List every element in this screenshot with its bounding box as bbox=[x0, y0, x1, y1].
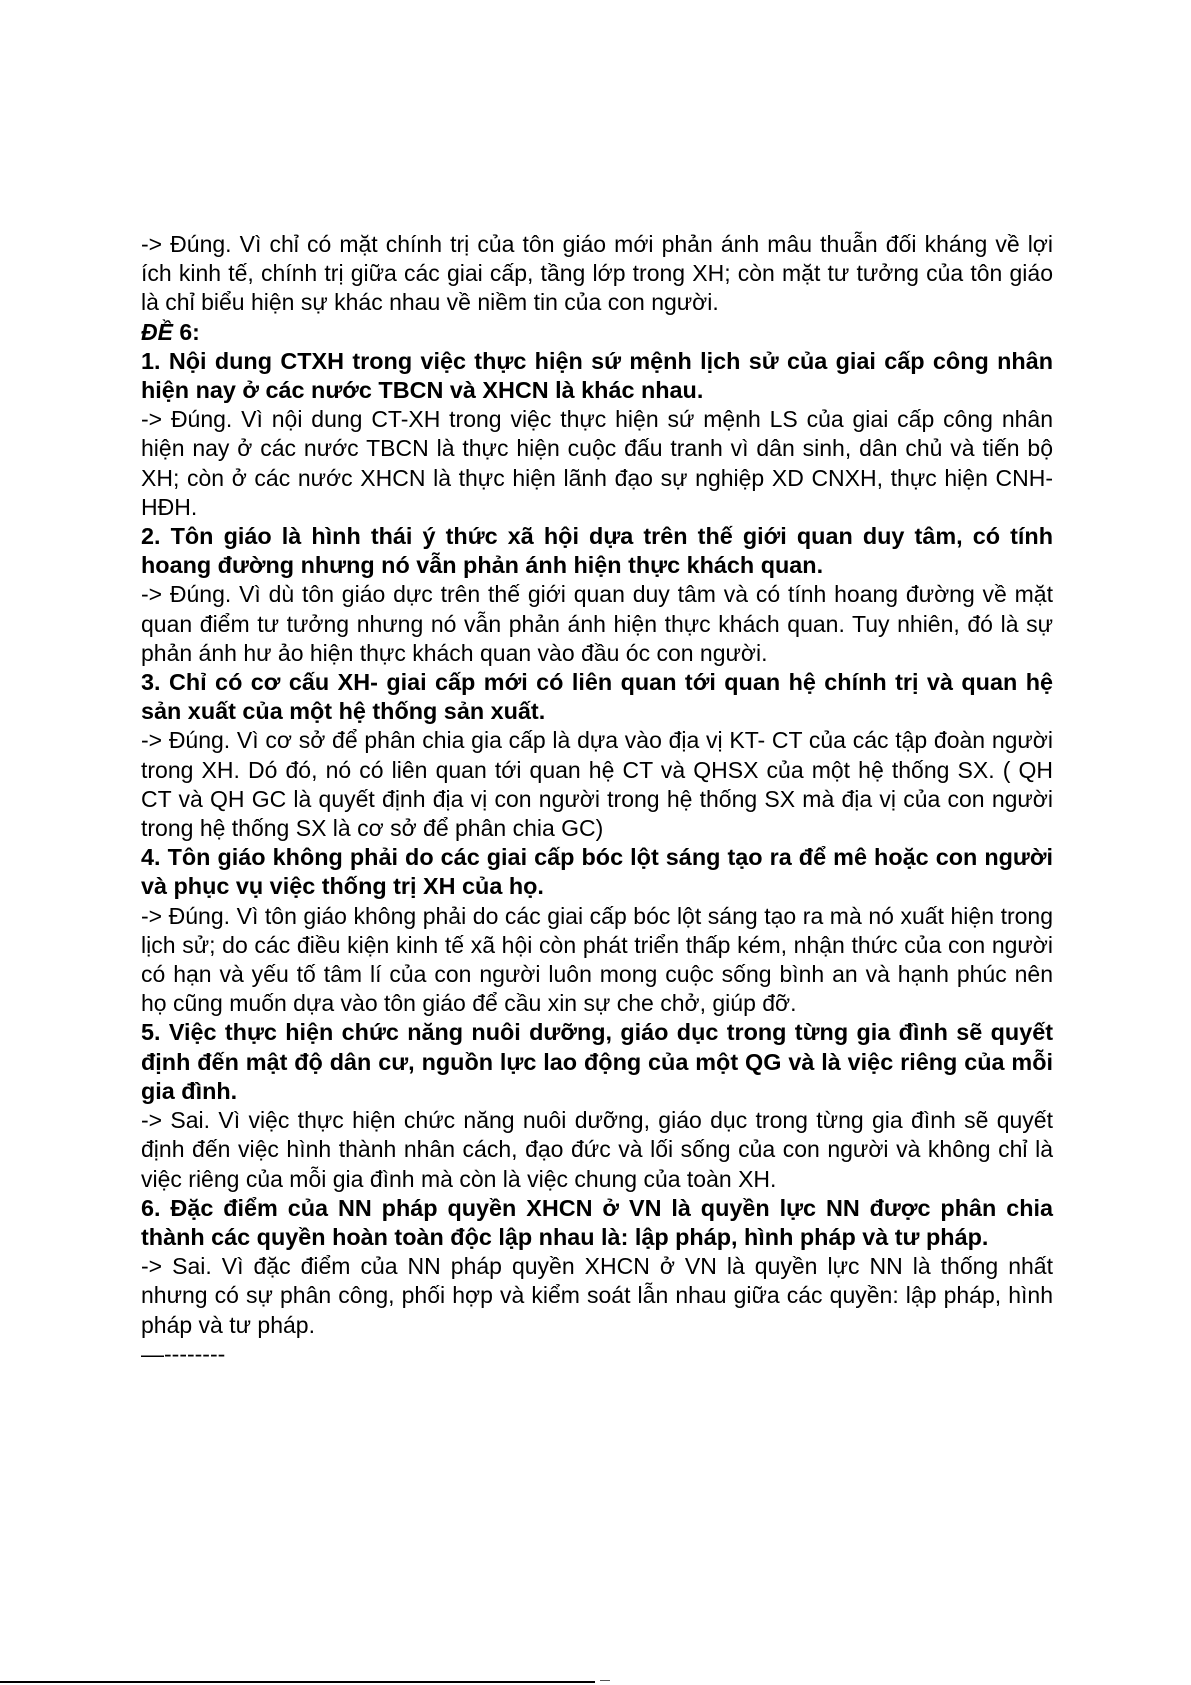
question-1: 1. Nội dung CTXH trong việc thực hiện sứ mệnh lịch sử của giai cấp công nhân hiện nay ở các nước TBCN và XHCN là khác nhau. bbox=[141, 347, 1053, 404]
answer-4: -> Đúng. Vì tôn giáo không phải do các giai cấp bóc lột sáng tạo ra mà nó xuất hiện trong lịch sử; do các điều kiện kinh tế xã hội còn phát triển thấp kém, nhận thức của con người có hạn và yếu tố tâm lí của con người luôn mong cuộc sống bình an và hạnh phúc nên họ cũng muốn dựa vào tôn giáo để cầu xin sự che chở, giúp đỡ. bbox=[141, 902, 1053, 1017]
intro-answer: -> Đúng. Vì chỉ có mặt chính trị của tôn giáo mới phản ánh mâu thuẫn đối kháng về lợi ích kinh tế, chính trị giữa các giai cấp, tầng lớp trong XH; còn mặt tư tưởng của tôn giáo là chỉ biểu hiện sự khác nhau về niềm tin của con người. bbox=[141, 231, 1053, 316]
section-heading bbox=[141, 318, 1053, 347]
question-3: 3. Chỉ có cơ cấu XH- giai cấp mới có liên quan tới quan hệ chính trị và quan hệ sản xuất của một hệ thống sản xuất. bbox=[141, 669, 1053, 725]
footer-tick bbox=[600, 1680, 610, 1681]
answer-5: -> Sai. Vì việc thực hiện chức năng nuôi dưỡng, giáo dục trong từng gia đình sẽ quyết định đến việc hình thành nhân cách, đạo đức và lối sống của con người và không chỉ là việc riêng của mỗi gia đình mà còn là việc chung của toàn XH. bbox=[141, 1107, 1053, 1192]
question-4: 4. Tôn giáo không phải do các giai cấp bóc lột sáng tạo ra để mê hoặc con người và phục vụ việc thống trị XH của họ. bbox=[141, 844, 1053, 900]
answer-6: -> Sai. Vì đặc điểm của NN pháp quyền XHCN ở VN là quyền lực NN là thống nhất nhưng có sự phân công, phối hợp và kiểm soát lẫn nhau giữa các quyền: lập pháp, hình pháp và tư pháp. bbox=[141, 1253, 1053, 1338]
question-2: 2. Tôn giáo là hình thái ý thức xã hội dựa trên thế giới quan duy tâm, có tính hoang đường nhưng nó vẫn phản ánh hiện thực khách quan. bbox=[141, 523, 1053, 579]
question-6: 6. Đặc điểm của NN pháp quyền XHCN ở VN là quyền lực NN được phân chia thành các quyền hoàn toàn độc lập nhau là: lập pháp, hình pháp và tư pháp. bbox=[141, 1194, 1053, 1250]
section-label: ĐỀ bbox=[141, 318, 173, 345]
answer-1: -> Đúng. Vì nội dung CT-XH trong việc thực hiện sứ mệnh LS của giai cấp công nhân hiện nay ở các nước TBCN là thực hiện cuộc đấu tranh vì dân sinh, dân chủ và tiến bộ XH; còn ở các nước XHCN là thực hiện lãnh đạo sự nghiệp XD CNXH, thực hiện CNH-HĐH. bbox=[141, 406, 1053, 520]
document-body bbox=[141, 230, 1053, 1369]
answer-2: -> Đúng. Vì dù tôn giáo dực trên thế giới quan duy tâm và có tính hoang đường về mặt quan điểm tư tưởng nhưng nó vẫn phản ánh hiện thực khách quan. Tuy nhiên, đó là sự phản ánh hư ảo hiện thực khách quan vào đầu óc con người. bbox=[141, 581, 1053, 666]
section-number: 6: bbox=[172, 318, 200, 345]
separator-line: —-------- bbox=[141, 1340, 226, 1367]
question-5: 5. Việc thực hiện chức năng nuôi dưỡng, giáo dục trong từng gia đình sẽ quyết định đến mật độ dân cư, nguồn lực lao động của một QG và là việc riêng của mỗi gia đình. bbox=[141, 1019, 1053, 1104]
footer-rule bbox=[0, 1681, 595, 1683]
answer-3: -> Đúng. Vì cơ sở để phân chia gia cấp là dựa vào địa vị KT- CT của các tập đoàn người trong XH. Dó đó, nó có liên quan tới quan hệ CT và QHSX của một hệ thống SX. ( QH CT và QH GC là quyết định địa vị con người trong hệ thống SX mà địa vị của con người trong hệ thống SX là cơ sở để phân chia GC) bbox=[141, 727, 1053, 842]
